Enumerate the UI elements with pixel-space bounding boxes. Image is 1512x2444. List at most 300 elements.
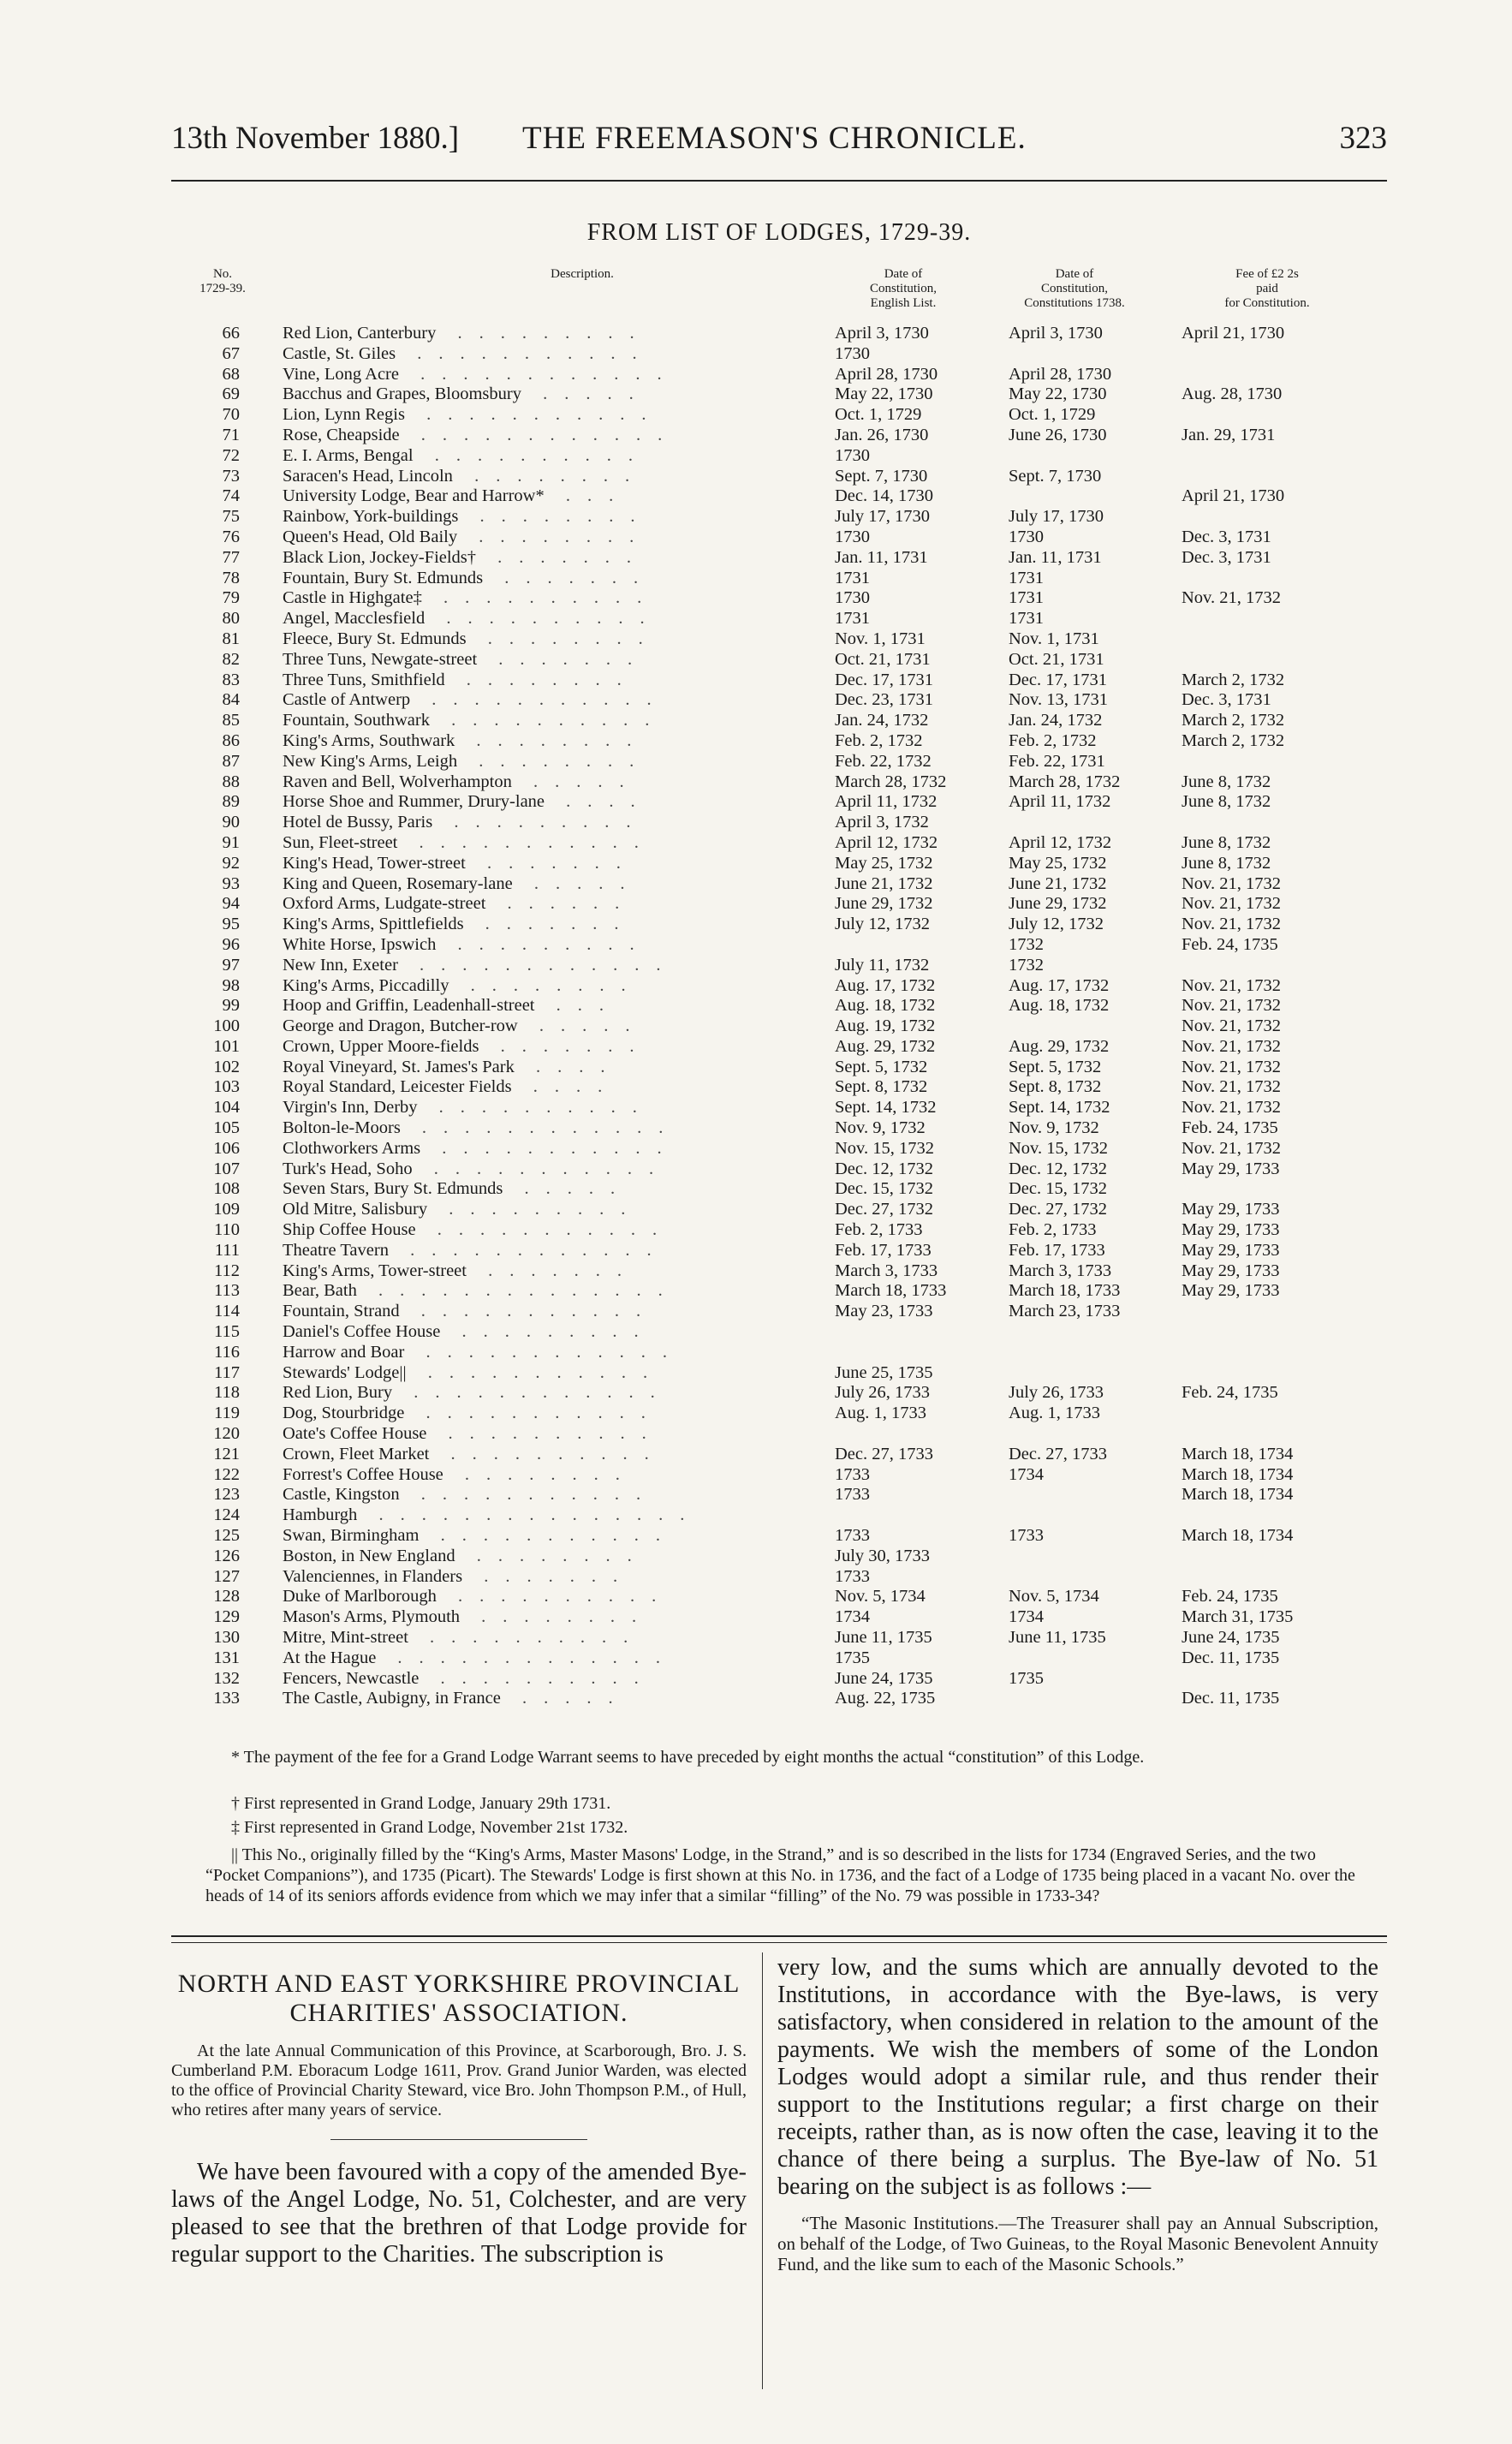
table-row: [0, 1567, 1512, 1588]
lodge-description: [283, 1200, 830, 1220]
lodge-description: [283, 1322, 830, 1343]
date-constitutions-1738: 1730: [1009, 527, 1044, 546]
date-english-list: Nov. 9, 1732: [835, 1118, 926, 1138]
date-constitutions-1738: Dec. 27, 1732: [1009, 1200, 1108, 1219]
date-english-list: 1733: [835, 1464, 870, 1484]
lodge-number: 104: [213, 1098, 240, 1118]
lodge-description: [283, 324, 830, 344]
table-row: [0, 1607, 1512, 1628]
date-constitutions-1738: April 3, 1730: [1009, 324, 1103, 343]
table-row: [0, 1669, 1512, 1690]
leader-dots: ............: [404, 1342, 684, 1362]
table-row: [0, 1159, 1512, 1180]
fee-paid-date: Nov. 21, 1732: [1182, 975, 1281, 995]
lodge-description: [283, 1689, 830, 1709]
lodge-number: 129: [213, 1607, 240, 1627]
table-row: [0, 1058, 1512, 1078]
fee-paid-date: Nov. 21, 1732: [1182, 1036, 1281, 1056]
date-constitutions-1738: July 26, 1733: [1009, 1383, 1104, 1403]
lodge-description-text: Harrow and Boar: [283, 1342, 405, 1362]
leader-dots: ..........: [421, 588, 659, 608]
date-constitutions-1738: March 18, 1733: [1009, 1281, 1121, 1301]
lodge-description: [283, 384, 830, 405]
date-constitutions-1738: Feb. 17, 1733: [1009, 1240, 1105, 1260]
fee-paid-date: Jan. 29, 1731: [1182, 425, 1276, 444]
lodge-description-text: Bacchus and Grapes, Bloomsbury: [283, 384, 521, 404]
lodge-description-text: Theatre Tavern: [283, 1240, 389, 1260]
leader-dots: ...........: [412, 1159, 671, 1178]
lodge-description: [283, 772, 830, 793]
date-constitutions-1738: June 21, 1732: [1009, 873, 1107, 893]
fee-paid-date: Feb. 24, 1735: [1182, 1383, 1278, 1403]
lodge-number: 100: [213, 1016, 240, 1036]
fee-paid-date: March 2, 1732: [1182, 730, 1285, 750]
lodge-description-text: Royal Standard, Leicester Fields: [283, 1077, 512, 1097]
section-rule: [171, 1935, 1387, 1943]
lodge-number: 68: [222, 364, 240, 384]
lodge-number: 101: [213, 1036, 240, 1056]
date-english-list: Nov. 15, 1732: [835, 1138, 934, 1158]
date-constitutions-1738: 1731: [1009, 609, 1044, 629]
lodge-description-text: White Horse, Ipswich: [283, 934, 437, 954]
lodges-table: [0, 324, 1512, 1709]
date-english-list: July 11, 1732: [835, 955, 930, 975]
article-para-2: We have been favoured with a copy of the amended Bye-laws of the Angel Lodge, No. 51, Colchester, and are very pleased to see that the brethren of that Lodge provide for regular support to the Charities. The subscription is: [171, 2159, 747, 2268]
lodge-description: [283, 1241, 830, 1261]
lodge-description-text: Forrest's Coffee House: [283, 1464, 443, 1484]
lodge-description: [283, 1118, 830, 1139]
page-number: 323: [1339, 121, 1387, 156]
lodge-number: 114: [214, 1302, 240, 1321]
date-english-list: June 11, 1735: [835, 1628, 932, 1647]
date-constitutions-1738: Dec. 27, 1733: [1009, 1444, 1108, 1463]
leader-dots: ............: [400, 1118, 681, 1138]
lodge-number: 111: [214, 1240, 240, 1260]
lodge-number: 78: [222, 568, 240, 587]
leader-dots: ..........: [436, 1587, 674, 1606]
lodge-description-text: Three Tuns, Smithfield: [283, 670, 445, 689]
lodge-description-text: Oate's Coffee House: [283, 1424, 427, 1444]
lodge-description: [283, 1547, 830, 1567]
table-row: [0, 671, 1512, 691]
table-row: [0, 1465, 1512, 1486]
lodge-description-text: Horse Shoe and Rummer, Drury-lane: [283, 792, 545, 812]
date-english-list: July 17, 1730: [835, 507, 931, 527]
leader-dots: ...........: [397, 832, 656, 852]
lodge-number: 75: [222, 507, 240, 527]
leader-dots: ..........: [413, 445, 650, 465]
date-english-list: Aug. 22, 1735: [835, 1689, 936, 1708]
lodge-description: [283, 507, 830, 528]
lodge-number: 85: [222, 711, 240, 730]
table-row: [0, 569, 1512, 589]
lodge-description-text: Sun, Fleet-street: [283, 832, 398, 852]
leader-dots: ...........: [420, 1138, 679, 1158]
date-constitutions-1738: March 28, 1732: [1009, 772, 1121, 791]
bye-law-quote: “The Masonic Institutions.—The Treasurer shall pay an Annual Subscription, on behalf of the Lodge, of Two Guineas, to the Royal Masonic Benevolent Annuity Fund, and the like sum to each of the Masonic Schools.”: [777, 2213, 1378, 2274]
lodge-description-text: Fleece, Bury St. Edmunds: [283, 629, 467, 648]
leader-dots: .......: [477, 649, 650, 669]
date-constitutions-1738: March 23, 1733: [1009, 1302, 1121, 1321]
leader-dots: ..........: [408, 1628, 646, 1647]
lodge-description-text: Daniel's Coffee House: [283, 1322, 441, 1342]
lodge-description: [283, 1628, 830, 1648]
lodge-description-text: Castle in Highgate‡: [283, 588, 422, 608]
page-header: [171, 120, 1387, 163]
lodge-number: 127: [213, 1566, 240, 1586]
lodge-description: [283, 1424, 830, 1445]
fee-paid-date: June 24, 1735: [1182, 1628, 1280, 1647]
leader-dots: ..........: [429, 711, 667, 730]
leader-dots: ....: [545, 792, 652, 812]
lodge-description: [283, 915, 830, 935]
lodge-description-text: King's Arms, Southwark: [283, 730, 455, 750]
date-english-list: Feb. 2, 1732: [835, 730, 923, 750]
date-english-list: Sept. 8, 1732: [835, 1077, 928, 1097]
lodge-number: 107: [213, 1159, 240, 1178]
leader-dots: ........: [444, 670, 639, 689]
lodge-description-text: Royal Vineyard, St. James's Park: [283, 1057, 515, 1076]
lodge-description: [283, 671, 830, 691]
lodge-description: [283, 1037, 830, 1058]
leader-dots: .......: [465, 853, 638, 873]
lodge-number: 116: [214, 1342, 240, 1362]
lodge-description: [283, 1159, 830, 1180]
lodge-description-text: Vine, Long Acre: [283, 364, 399, 384]
lodge-description: [283, 1302, 830, 1322]
lodge-number: 97: [222, 955, 240, 975]
table-row: [0, 324, 1512, 344]
list-title: FROM LIST OF LODGES, 1729-39.: [586, 219, 972, 246]
date-english-list: Dec. 15, 1732: [835, 1179, 934, 1199]
lodge-number: 96: [222, 934, 240, 954]
date-constitutions-1738: Jan. 11, 1731: [1009, 547, 1102, 567]
lodge-description-text: Seven Stars, Bury St. Edmunds: [283, 1179, 503, 1199]
date-english-list: July 12, 1732: [835, 915, 931, 934]
table-row: [0, 854, 1512, 874]
date-constitutions-1738: Oct. 21, 1731: [1009, 649, 1104, 669]
date-constitutions-1738: Feb. 2, 1733: [1009, 1220, 1097, 1240]
date-english-list: June 25, 1735: [835, 1362, 933, 1382]
fee-paid-date: Nov. 21, 1732: [1182, 915, 1281, 934]
lodge-description-text: Red Lion, Bury: [283, 1383, 393, 1403]
date-constitutions-1738: April 28, 1730: [1009, 364, 1112, 384]
leader-dots: ........: [457, 527, 652, 546]
leader-dots: .....: [521, 384, 651, 404]
table-row: [0, 1098, 1512, 1118]
table-row: [0, 1526, 1512, 1547]
leader-dots: ...........: [410, 690, 669, 710]
table-row: [0, 874, 1512, 895]
date-constitutions-1738: May 22, 1730: [1009, 384, 1107, 404]
lodge-description-text: Fountain, Bury St. Edmunds: [283, 568, 484, 587]
lodge-number: 84: [222, 690, 240, 710]
lodge-description: [283, 486, 830, 507]
lodge-description-text: Mason's Arms, Plymouth: [283, 1607, 461, 1627]
lodge-description-text: George and Dragon, Butcher-row: [283, 1016, 518, 1036]
lodge-number: 99: [222, 996, 240, 1016]
lodge-description: [283, 1077, 830, 1098]
lodge-number: 118: [214, 1383, 240, 1403]
lodge-number: 70: [222, 405, 240, 425]
fee-paid-date: March 18, 1734: [1182, 1526, 1294, 1546]
lodge-number: 120: [213, 1424, 240, 1444]
table-row: [0, 1363, 1512, 1384]
leader-dots: ...............: [357, 1505, 702, 1525]
table-row: [0, 915, 1512, 935]
date-constitutions-1738: Nov. 9, 1732: [1009, 1118, 1099, 1138]
lodge-number: 82: [222, 649, 240, 669]
lodge-number: 113: [214, 1281, 240, 1301]
fee-paid-date: Nov. 21, 1732: [1182, 1077, 1281, 1097]
leader-dots: .........: [436, 934, 652, 954]
date-english-list: 1731: [835, 609, 870, 629]
lodge-description-text: Black Lion, Jockey-Fields†: [283, 547, 477, 567]
lodge-number: 117: [214, 1362, 240, 1382]
leader-dots: ...........: [415, 1220, 675, 1240]
lodge-description-text: Three Tuns, Newgate-street: [283, 649, 478, 669]
lodge-description: [283, 690, 830, 711]
fee-paid-date: March 18, 1734: [1182, 1464, 1294, 1484]
lodge-number: 103: [213, 1077, 240, 1097]
lodge-number: 93: [222, 873, 240, 893]
date-english-list: Oct. 1, 1729: [835, 405, 922, 425]
lodge-number: 73: [222, 466, 240, 486]
date-constitutions-1738: Nov. 1, 1731: [1009, 629, 1099, 648]
leader-dots: ...........: [399, 1302, 658, 1321]
lodge-description-text: Lion, Lynn Regis: [283, 405, 405, 425]
table-row: [0, 1077, 1512, 1098]
fee-paid-date: May 29, 1733: [1182, 1159, 1280, 1178]
lodge-description: [283, 588, 830, 609]
lodge-description-text: Fencers, Newcastle: [283, 1668, 420, 1688]
lodge-description-text: King's Head, Tower-street: [283, 853, 466, 873]
leader-dots: ..........: [425, 609, 662, 629]
table-row: [0, 609, 1512, 629]
leader-dots: ...........: [419, 1526, 677, 1546]
fee-paid-date: April 21, 1730: [1182, 324, 1285, 343]
leader-dots: .....: [512, 873, 642, 893]
table-row: [0, 1628, 1512, 1648]
date-constitutions-1738: Dec. 17, 1731: [1009, 670, 1108, 689]
date-constitutions-1738: Sept. 8, 1732: [1009, 1077, 1102, 1097]
date-constitutions-1738: Oct. 1, 1729: [1009, 405, 1096, 425]
date-constitutions-1738: Dec. 12, 1732: [1009, 1159, 1108, 1178]
table-row: [0, 486, 1512, 507]
lodge-number: 76: [222, 527, 240, 546]
date-english-list: May 22, 1730: [835, 384, 933, 404]
lodge-description-text: University Lodge, Bear and Harrow*: [283, 486, 545, 506]
date-constitutions-1738: July 12, 1732: [1009, 915, 1104, 934]
column-divider: [762, 1952, 763, 2389]
lodge-description: [283, 405, 830, 426]
date-english-list: Feb. 2, 1733: [835, 1220, 923, 1240]
lodge-description: [283, 1383, 830, 1404]
date-english-list: June 24, 1735: [835, 1668, 933, 1688]
leader-dots: ..........: [419, 1668, 656, 1688]
leader-dots: ........: [457, 751, 652, 771]
lodge-description: [283, 956, 830, 976]
leader-dots: ...........: [399, 1485, 658, 1505]
table-row: [0, 384, 1512, 405]
date-english-list: Aug. 1, 1733: [835, 1404, 927, 1423]
lodge-description: [283, 1098, 830, 1118]
fee-paid-date: Dec. 3, 1731: [1182, 547, 1271, 567]
lodge-description: [283, 996, 830, 1016]
table-row: [0, 956, 1512, 976]
leader-dots: ........: [458, 507, 652, 527]
lodge-number: 80: [222, 609, 240, 629]
date-constitutions-1738: June 26, 1730: [1009, 425, 1107, 444]
fee-paid-date: May 29, 1733: [1182, 1281, 1280, 1301]
date-constitutions-1738: April 11, 1732: [1009, 792, 1111, 812]
date-english-list: Dec. 12, 1732: [835, 1159, 934, 1178]
lodge-description: [283, 650, 830, 671]
lodge-description-text: Hamburgh: [283, 1505, 358, 1525]
lodge-description-text: Bolton-le-Moors: [283, 1118, 401, 1138]
table-row: [0, 1587, 1512, 1607]
date-constitutions-1738: 1734: [1009, 1464, 1044, 1484]
lodge-description: [283, 1505, 830, 1526]
date-english-list: May 25, 1732: [835, 853, 933, 873]
lodge-description-text: The Castle, Aubigny, in France: [283, 1689, 501, 1708]
date-english-list: April 12, 1732: [835, 832, 938, 852]
leader-dots: ........: [452, 466, 647, 486]
lodge-description: [283, 467, 830, 487]
col-header-description: Description.: [551, 267, 614, 281]
date-constitutions-1738: March 3, 1733: [1009, 1261, 1112, 1280]
leader-dots: ............: [399, 425, 680, 444]
fee-paid-date: June 8, 1732: [1182, 832, 1271, 852]
lodge-number: 124: [213, 1505, 240, 1525]
fee-paid-date: March 18, 1734: [1182, 1444, 1294, 1463]
table-row: [0, 446, 1512, 467]
table-row: [0, 528, 1512, 548]
lodge-number: 66: [222, 324, 240, 343]
lodge-description-text: Crown, Fleet Market: [283, 1444, 430, 1463]
lodge-description-text: Hotel de Bussy, Paris: [283, 813, 433, 832]
fee-paid-date: Nov. 21, 1732: [1182, 1098, 1281, 1118]
header-rule: [171, 180, 1387, 182]
table-row: [0, 1383, 1512, 1404]
table-row: [0, 365, 1512, 385]
lodge-description-text: King's Arms, Spittlefields: [283, 915, 464, 934]
lodge-description: [283, 1465, 830, 1486]
table-row: [0, 935, 1512, 956]
fee-paid-date: March 2, 1732: [1182, 711, 1285, 730]
article-para-3: very low, and the sums which are annually devoted to the Institutions, in accordance with the Bye-laws, is very satisfactory, when considered in relation to the amount of the payments. We wish the members of some of the London Lodges would adopt a similar rule, and thus render their support to the Institutions regular; a first charge on their receipts, rather than, as is now often the case, leaving it to the chance of there being a surplus. The Bye-law of No. 51 bearing on the subject is as follows :—: [777, 1954, 1378, 2200]
table-row: [0, 1118, 1512, 1139]
date-english-list: April 28, 1730: [835, 364, 938, 384]
table-row: [0, 405, 1512, 426]
lodge-description: [283, 894, 830, 915]
lodge-description: [283, 629, 830, 650]
table-row: [0, 1200, 1512, 1220]
date-constitutions-1738: 1732: [1009, 934, 1044, 954]
date-constitutions-1738: 1731: [1009, 588, 1044, 608]
table-row: [0, 772, 1512, 793]
date-english-list: 1733: [835, 1566, 870, 1586]
footnote-dagger: † First represented in Grand Lodge, January 29th 1731.: [231, 1794, 611, 1813]
date-english-list: April 3, 1730: [835, 324, 929, 343]
lodge-description-text: Oxford Arms, Ludgate-street: [283, 894, 486, 914]
date-constitutions-1738: Jan. 24, 1732: [1009, 711, 1103, 730]
table-row: [0, 548, 1512, 569]
lodge-number: 119: [214, 1404, 240, 1423]
lodge-number: 98: [222, 975, 240, 995]
table-row: [0, 507, 1512, 528]
fee-paid-date: Dec. 11, 1735: [1182, 1689, 1280, 1708]
lodge-number: 90: [222, 813, 240, 832]
col-header-date-english: Date of Constitution, English List.: [870, 267, 937, 310]
date-english-list: 1730: [835, 527, 870, 546]
table-row: [0, 1016, 1512, 1037]
date-english-list: Feb. 22, 1732: [835, 751, 932, 771]
date-constitutions-1738: Aug. 18, 1732: [1009, 996, 1110, 1016]
col-header-date-1738: Date of Constitution, Constitutions 1738.: [1024, 267, 1125, 310]
lodge-number: 130: [213, 1628, 240, 1647]
fee-paid-date: Nov. 21, 1732: [1182, 1057, 1281, 1076]
date-constitutions-1738: Nov. 13, 1731: [1009, 690, 1108, 710]
lodge-number: 89: [222, 792, 240, 812]
fee-paid-date: Dec. 11, 1735: [1182, 1648, 1280, 1667]
lodge-description: [283, 1281, 830, 1302]
lodge-description-text: New King's Arms, Leigh: [283, 751, 458, 771]
footnote-star: * The payment of the fee for a Grand Lodge Warrant seems to have preceded by eight months the actual “constitution” of this Lodge.: [231, 1748, 1145, 1767]
fee-paid-date: May 29, 1733: [1182, 1200, 1280, 1219]
table-row: [0, 1322, 1512, 1343]
lodge-description: [283, 1220, 830, 1241]
lodge-description-text: Boston, in New England: [283, 1546, 455, 1565]
date-english-list: Aug. 17, 1732: [835, 975, 936, 995]
lodge-description: [283, 813, 830, 833]
date-english-list: Jan. 24, 1732: [835, 711, 929, 730]
date-english-list: Nov. 5, 1734: [835, 1587, 926, 1606]
leader-dots: .......: [476, 547, 649, 567]
leader-dots: ...........: [404, 405, 664, 425]
lodge-number: 128: [213, 1587, 240, 1606]
lodge-description: [283, 711, 830, 731]
lodge-number: 131: [213, 1648, 240, 1667]
fee-paid-date: Feb. 24, 1735: [1182, 934, 1278, 954]
lodge-description-text: King's Arms, Piccadilly: [283, 975, 449, 995]
lodge-description: [283, 569, 830, 589]
date-english-list: March 18, 1733: [835, 1281, 947, 1301]
date-english-list: April 11, 1732: [835, 792, 938, 812]
lodge-number: 72: [222, 445, 240, 465]
date-english-list: 1733: [835, 1485, 870, 1505]
lodge-description-text: Swan, Birmingham: [283, 1526, 420, 1546]
date-english-list: March 28, 1732: [835, 772, 947, 791]
lodge-number: 109: [213, 1200, 240, 1219]
fee-paid-date: Dec. 3, 1731: [1182, 527, 1271, 546]
leader-dots: ..............: [356, 1281, 680, 1301]
lodge-description-text: Queen's Head, Old Baily: [283, 527, 458, 546]
date-english-list: Feb. 17, 1733: [835, 1240, 932, 1260]
table-row: [0, 1241, 1512, 1261]
date-constitutions-1738: 1734: [1009, 1607, 1044, 1627]
fee-paid-date: May 29, 1733: [1182, 1220, 1280, 1240]
table-row: [0, 1505, 1512, 1526]
lodge-description: [283, 1261, 830, 1282]
lodge-number: 91: [222, 832, 240, 852]
lodge-description: [283, 1016, 830, 1037]
leader-dots: .........: [427, 1200, 643, 1219]
date-english-list: Dec. 27, 1733: [835, 1444, 934, 1463]
lodge-description: [283, 1567, 830, 1588]
lodge-description-text: New Inn, Exeter: [283, 955, 398, 975]
leader-dots: ......: [485, 894, 637, 914]
